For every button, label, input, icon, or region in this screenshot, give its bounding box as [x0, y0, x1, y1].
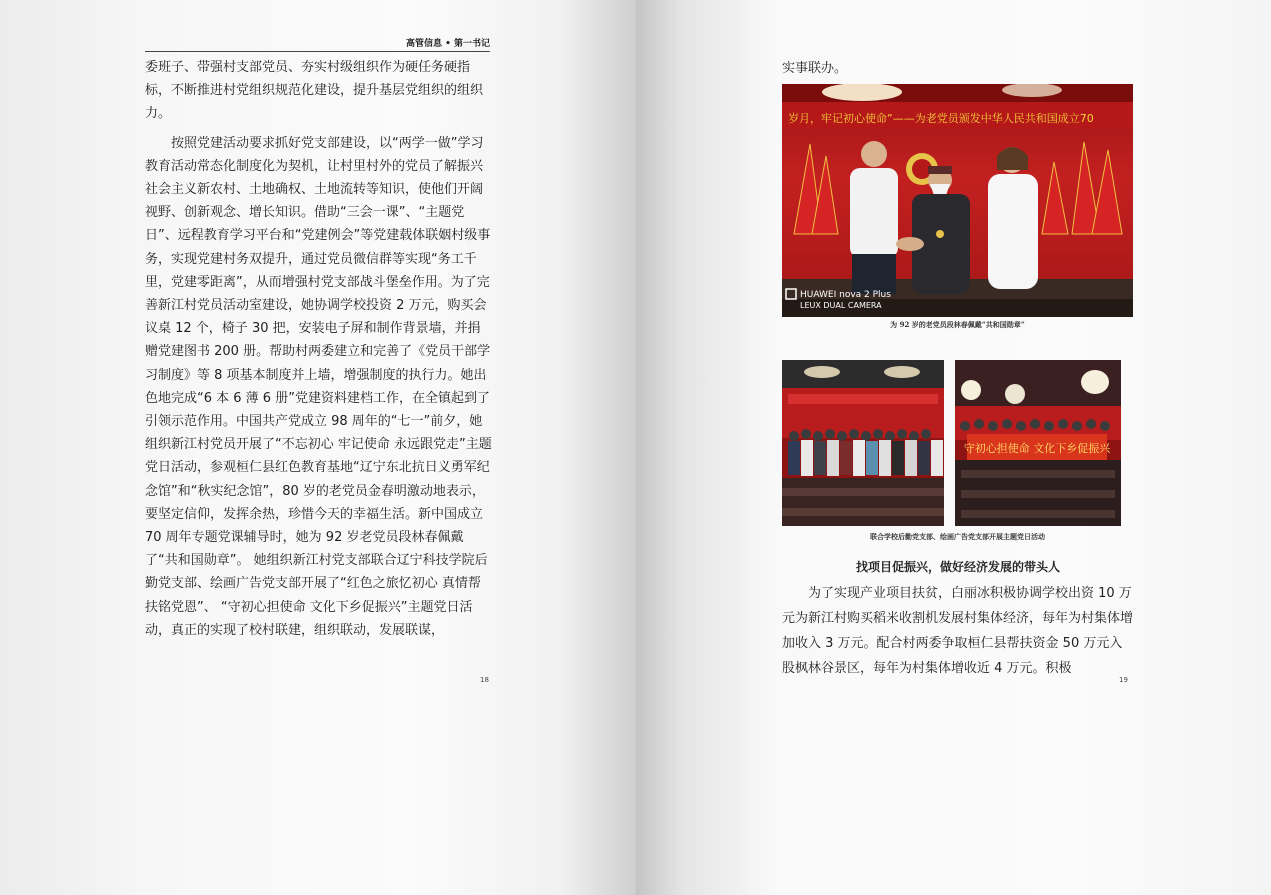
camera-watermark-line1: HUAWEI nova 2 Plus	[800, 290, 891, 300]
group-photo-right-scene	[955, 360, 1121, 526]
right-paragraph: 为了实现产业项目扶贫，白丽冰积极协调学校出资 10 万元为新江村购买稻米收割机发展村集体经济，每年为村集体增加收入 3 万元。配合村两委争取桓仁县帮扶资金 50 万元入股枫林谷景区，每年为村集体增收近 4 万元。积极	[782, 586, 1134, 676]
group-photo-right	[955, 360, 1121, 526]
photo-banner-slogan: 守初心担使命 文化下乡促振兴	[963, 442, 1111, 455]
camera-watermark-line2: LEUX DUAL CAMERA	[800, 301, 882, 310]
continued-text: 实事联办。	[782, 61, 848, 76]
award-photo-caption: 为 92 岁的老党员段林春佩戴“共和国勋章”	[890, 320, 1025, 329]
running-header: 高管信息 • 第一书记	[145, 36, 490, 52]
left-text-column	[145, 56, 493, 642]
group-photo-left-scene	[782, 360, 944, 526]
paragraph-2: 按照党建活动要求抓好党支部建设，以“两学一做”学习教育活动常态化制度化为契机，让村里村外的党员了解振兴社会主义新农村、土地确权、土地流转等知识，使他们开阔视野、创新观念、增长知识。借助“三会一课”、“主题党日”、远程教育学习平台和“党建例会”等党建载体联姻村级事务，实现党建村务双提升，通过党员微信群等实现“务工千里，党建零距离”，从而增强村党支部战斗堡垒作用。为了完善新江村党员活动室建设，她协调学校投资 2 万元，购买会议桌 12 个，椅子 30 把，安装电子屏和制作背景墙，并捐赠党建图书 200 册。帮助村两委建立和完善了《党员干部学习制度》等 8 项基本制度并上墙，增强制度的执行力。她出色地完成“6 本 6 薄 6 册”党建资料建档工作，在全镇起到了引领示范作用。中国共产党成立 98 周年的“七一”前夕，她组织新江村党员开展了“不忘初心 牢记使命 永远跟党走”主题党日活动，参观桓仁县红色教育基地“辽宁东北抗日义勇军纪念馆”和“秋实纪念馆”，80 岁的老党员金春明激动地表示，要坚定信仰，发挥余热，珍惜今天的幸福生活。新中国成立 70 周年专题党课辅导时，她为 92 岁老党员段林春佩戴了“共和国勋章”。 她组织新江村党支部联合辽宁科技学院后勤党支部、绘画广告党支部开展了“红色之旅忆初心 真情帮扶铭党恩”、 “守初心担使命 文化下乡促振兴”主题党日活动，真正的实现了校村联建，组织联动，发展联谋，	[145, 135, 492, 638]
award-photo	[782, 84, 1133, 317]
right-page	[636, 0, 1271, 895]
paragraph-1: 委班子、带强村支部党员、夯实村级组织作为硬任务硬指标，不断推进村党组织规范化建设，提升基层党组织的组织力。	[145, 60, 484, 122]
group-photos-caption: 联合学校后勤党支部、绘画广告党支部开展主题党日活动	[870, 532, 1045, 541]
photo-banner-text: 岁月，牢记初心使命”——为老党员颁发中华人民共和国成立70	[788, 112, 1094, 125]
section-title: 找项目促振兴，做好经济发展的带头人	[855, 560, 1060, 574]
award-photo-scene	[782, 84, 1133, 317]
page-number-right: 19	[1119, 676, 1128, 684]
group-photo-left	[782, 360, 944, 526]
page-number-left: 18	[480, 676, 489, 684]
